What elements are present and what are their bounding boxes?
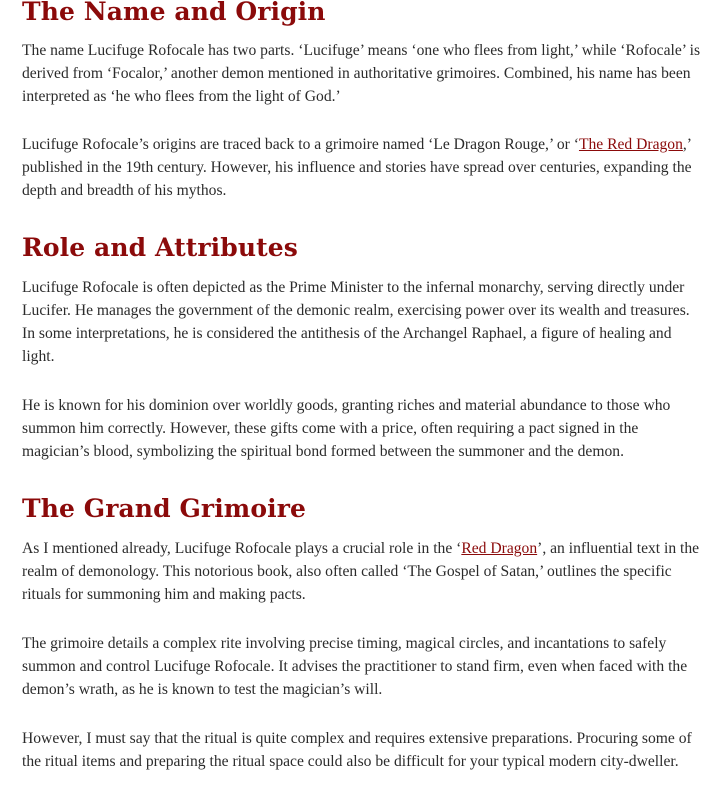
paragraph-dominion: He is known for his dominion over worldly goods, granting riches and material abundance to those who summon him correctly. However, these gifts come with a price, often requiring a pact signed in the magician’s blood, symbolizing the spiritual bond formed between the summoner and the demon.	[22, 397, 671, 460]
red-dragon-link[interactable]: The Red Dragon	[578, 136, 683, 153]
paragraph-grimoire-role	[22, 537, 702, 606]
paragraph-ritual-complexity: However, I must say that the ritual is quite complex and requires extensive preparations. Procuring some of the ritual items and preparing the ritual space could also be difficult for your typical modern city-dweller.	[22, 730, 692, 770]
paragraph-origins	[22, 133, 702, 202]
section-heading-name-and-origin: The Name and Origin	[22, 0, 326, 26]
red-dragon-link-2[interactable]: Red Dragon	[461, 540, 538, 557]
paragraph-grimoire-text-start: As I mentioned already, Lucifuge Rofocale plays a crucial role in the ‘	[22, 540, 462, 557]
section-heading-grand-grimoire: The Grand Grimoire	[22, 494, 306, 523]
article-body	[22, 0, 702, 773]
section-heading-role-and-attributes: Role and Attributes	[22, 233, 298, 262]
paragraph-origins-text-end: ,’ published in the 19th century. However, his influence and stories have spread over centuries, expanding the depth and breadth of his mythos.	[22, 136, 692, 199]
paragraph-name-meaning: The name Lucifuge Rofocale has two parts. ‘Lucifuge’ means ‘one who flees from light,’ while ‘Rofocale’ is derived from ‘Focalor,’ another demon mentioned in authoritative grimoires. Combined, his name has been interpreted as ‘he who flees from the light of God.’	[22, 42, 701, 105]
paragraph-grimoire-rite: The grimoire details a complex rite involving precise timing, magical circles, and incantations to safely summon and control Lucifuge Rofocale. It advises the practitioner to stand firm, even when faced with the demon’s wrath, as he is known to test the magician’s will.	[22, 635, 688, 698]
paragraph-origins-text-start: Lucifuge Rofocale’s origins are traced back to a grimoire named ‘Le Dragon Rouge,’ or ‘	[22, 136, 579, 153]
paragraph-prime-minister: Lucifuge Rofocale is often depicted as the Prime Minister to the infernal monarchy, serving directly under Lucifer. He manages the government of the demonic realm, exercising power over its wealth and treasures. In some interpretations, he is considered the antithesis of the Archangel Raphael, a figure of healing and light.	[22, 279, 690, 365]
paragraph-grimoire-text-end: ’, an influential text in the realm of demonology. This notorious book, also often called ‘The Gospel of Satan,’ outlines the specific rituals for summoning him and making pacts.	[22, 540, 700, 603]
